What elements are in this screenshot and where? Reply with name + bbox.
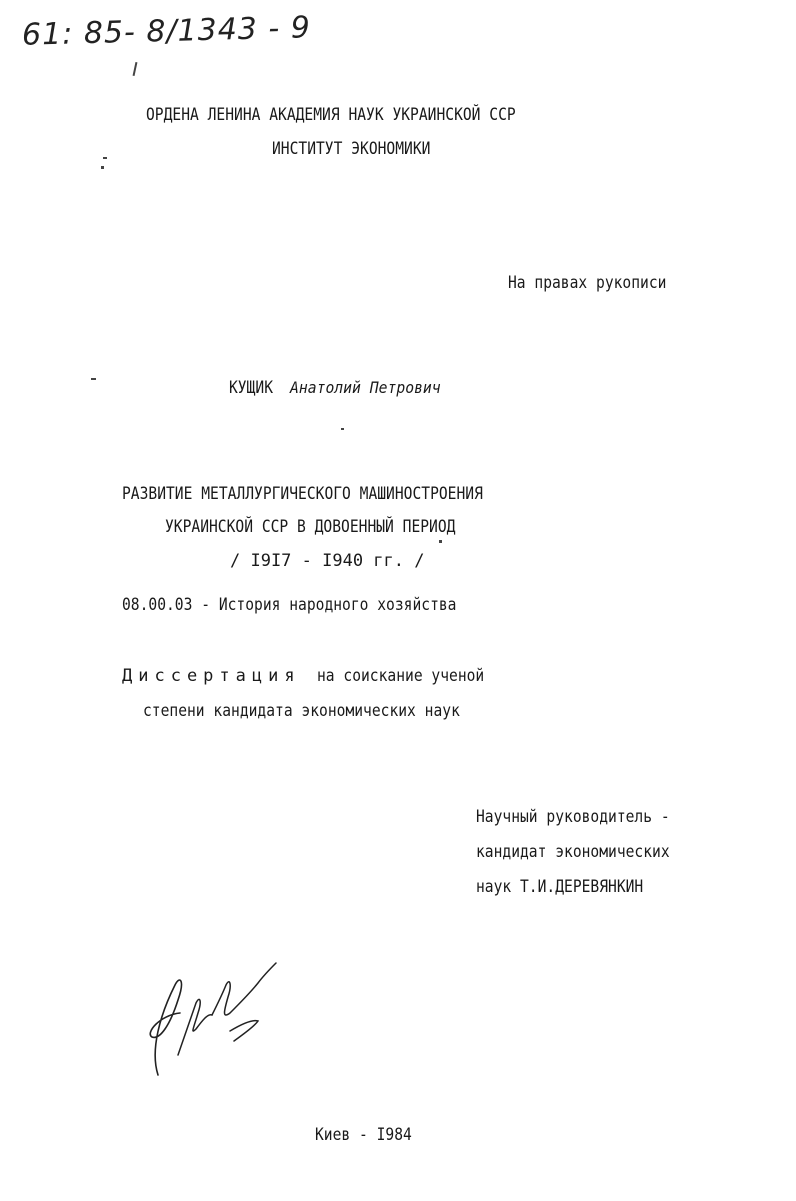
speck-mark — [103, 157, 107, 159]
speck-mark — [91, 378, 96, 380]
thesis-period: / I9I7 - I940 гг. / — [230, 551, 425, 571]
handwritten-signature — [130, 955, 280, 1085]
author-given-names: Анатолий Петрович — [290, 378, 442, 397]
supervisor-line-1: Научный руководитель - — [476, 807, 670, 827]
institute-name: ИНСТИТУТ ЭКОНОМИКИ — [272, 139, 431, 159]
dissertation-line-1 — [122, 665, 511, 687]
speck-mark — [439, 540, 442, 543]
pen-mark — [133, 62, 138, 76]
archive-number: 61: 85- 8/1343 - 9 — [21, 10, 312, 53]
dissertation-word: Диссертация — [122, 666, 301, 686]
author-surname: КУЩИК — [229, 378, 274, 398]
speck-mark — [101, 166, 104, 169]
organization-name: ОРДЕНА ЛЕНИНА АКАДЕМИЯ НАУК УКРАИНСКОЙ ССР — [146, 105, 516, 125]
speck-mark — [341, 428, 344, 430]
place-and-year: Киев - I984 — [315, 1125, 412, 1145]
manuscript-rights-note: На правах рукописи — [508, 273, 667, 293]
thesis-title-line-1: РАЗВИТИЕ МЕТАЛЛУРГИЧЕСКОГО МАШИНОСТРОЕНИЯ — [122, 484, 483, 504]
thesis-title-line-2: УКРАИНСКОЙ ССР В ДОВОЕННЫЙ ПЕРИОД — [165, 517, 456, 537]
dissertation-purpose: на соискание ученой — [316, 666, 485, 686]
specialty-code: 08.00.03 - История народного хозяйства — [122, 595, 457, 615]
supervisor-line-2: кандидат экономических — [476, 842, 670, 862]
dissertation-line-2: степени кандидата экономических наук — [143, 701, 460, 721]
supervisor-line-3: наук Т.И.ДЕРЕВЯНКИН — [476, 877, 644, 897]
author-name — [229, 377, 454, 399]
